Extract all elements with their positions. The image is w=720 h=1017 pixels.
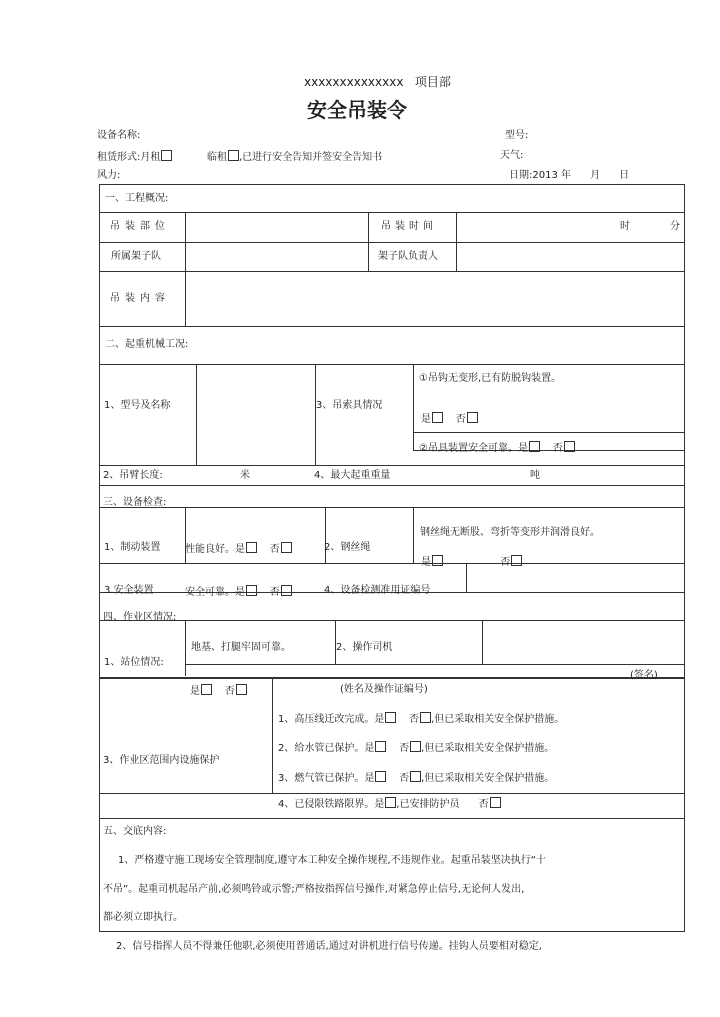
divider [413,364,414,450]
weather-label: 天气: [500,150,524,161]
divider [325,507,326,563]
brake-yes-checkbox[interactable] [246,542,257,553]
section3-title: 三、设备检查: [103,497,167,508]
no-label: 否 [269,544,280,555]
railway-label: 4、已侵限铁路限界。是 [278,799,385,810]
gas-no-checkbox[interactable] [410,771,421,782]
team-leader-label: 架子队负责人 [378,251,438,262]
day-unit: 日 [619,170,630,181]
measures-label: ,但已采取相关安全保护措施。 [421,743,555,754]
safety-device-label: 3.安全装置 [104,585,154,596]
rigging-yes-checkbox[interactable] [529,441,540,452]
railway-no-checkbox[interactable] [490,797,501,808]
para1-line3: 都必须立即执行。 [103,912,183,923]
water-pipe-row [278,741,554,755]
name-cert-label: (姓名及操作证编号) [340,684,428,695]
temp-lease-checkbox[interactable] [228,150,239,161]
no-label: 否 [478,799,489,810]
project-name [304,75,451,89]
yes-label: 是 [190,686,200,697]
section2-title: 二、起重机械工况: [105,339,189,350]
minute-unit: 分 [670,221,680,232]
date-label: 日期: [509,170,533,181]
divider [99,620,685,621]
operator-label: 2、操作司机 [336,642,393,653]
meter-unit: 米 [240,470,250,481]
stand-no-checkbox[interactable] [236,684,247,695]
no-label: 否 [455,414,466,425]
rigging-check1: ①吊钩无变形,已有防脱钩装置。 [419,373,562,384]
gas-yes-checkbox[interactable] [375,771,386,782]
rigging-check1-options [421,412,478,426]
safety-yes-checkbox[interactable] [246,585,257,596]
hook-yes-checkbox[interactable] [432,412,443,423]
lift-content-label: 吊装内容 [110,293,170,304]
lift-time-label: 吊装时间 [381,221,437,232]
water-yes-checkbox[interactable] [375,741,386,752]
yes-label: 是 [421,557,431,568]
no-label: 否 [500,557,511,568]
year-unit: 年 [561,170,572,181]
gas-pipe-label: 3、燃气管已保护。是 [278,773,375,784]
foundation-check: 地基、打腿牢固可靠。 [191,642,291,653]
wire-rope-check: 钢丝绳无断股、弯折等变形并润滑良好。 [420,527,600,538]
divider [368,212,369,271]
hv-yes-checkbox[interactable] [385,712,396,723]
max-load-label: 4、最大起重重量 [314,470,391,481]
yes-label: 是 [421,414,431,425]
notice-label: ,已进行安全告知并签安全告知书 [239,152,383,163]
divider [99,326,685,327]
hv-no-checkbox[interactable] [420,712,431,723]
divider [99,242,685,243]
boom-length-label: 2、吊臂长度: [103,470,163,481]
temp-lease-label: 临租 [207,152,227,163]
divider [99,465,685,466]
wire-yes-checkbox[interactable] [432,555,443,566]
divider [99,793,685,794]
ton-unit: 吨 [530,470,540,481]
wire-rope-label: 2、钢丝绳 [324,542,371,553]
brake-check-label: 性能良好。是 [185,544,245,555]
brake-check [185,542,292,556]
rigging-check2-label: ②吊具装置安全可靠。是 [419,443,528,454]
hv-line-row [278,712,564,726]
divider [99,212,685,213]
no-label: 否 [552,443,563,454]
divider [456,212,457,271]
area-label: 3、作业区范围内设施保护 [103,755,220,766]
para1-line1: 1、严格遵守施工现场安全管理制度,遵守本工种安全操作规程,不违规作业。起重吊装坚决执行“十 [118,855,546,866]
cert-label: 4、设备检测准用证编号 [324,585,431,596]
no-label: 否 [399,743,410,754]
measures-label: ,但已采取相关安全保护措施。 [421,773,555,784]
section1-title: 一、工程概况: [105,193,169,204]
stand-label: 1、站位情况: [104,657,164,668]
divider [185,620,186,676]
divider [99,271,685,272]
project-name-text: xxxxxxxxxxxxxx [304,75,404,89]
brake-no-checkbox[interactable] [281,542,292,553]
hour-unit: 时 [620,221,630,232]
divider [413,432,685,433]
monthly-lease-checkbox[interactable] [161,150,172,161]
divider [482,620,483,664]
divider [315,364,316,465]
divider [196,364,197,465]
railway-yes-checkbox[interactable] [385,797,396,808]
divider [99,364,685,365]
wire-no-checkbox[interactable] [511,555,522,566]
para1-line2: 不吊”。起重司机起吊产前,必须鸣铃或示警;严格按指挥信号操作,对紧急停止信号,无论何人发出, [103,884,525,895]
divider [99,507,685,508]
safety-no-checkbox[interactable] [281,585,292,596]
month-unit: 月 [590,170,601,181]
divider [99,485,685,486]
stand-options [190,684,247,698]
lease-type-label: 租赁形式:月租 [97,152,161,163]
divider [466,563,467,592]
rigging-label: 3、吊索具情况 [316,400,383,411]
railway-row [278,797,501,811]
divider [99,818,685,819]
safety-check-label: 安全可靠。是 [185,587,245,598]
rigging-no-checkbox[interactable] [564,441,575,452]
page-title: 安全吊装令 [307,98,407,122]
team-label: 所属架子队 [111,251,161,262]
divider [272,678,273,793]
no-label: 否 [409,714,420,725]
water-no-checkbox[interactable] [410,741,421,752]
date-year: 2013 [532,170,558,181]
wire-rope-options [421,555,522,569]
model-label: 型号: [505,130,529,141]
divider [413,507,414,563]
brake-label: 1、制动装置 [104,542,161,553]
water-pipe-label: 2、给水管已保护。是 [278,743,375,754]
divider [185,664,685,665]
hook-no-checkbox[interactable] [467,412,478,423]
measures-label: ,但已采取相关安全保护措施。 [431,714,565,725]
no-label: 否 [224,686,235,697]
lease-type [97,150,172,164]
date-field [509,170,629,182]
no-label: 否 [399,773,410,784]
equipment-name-label: 设备名称: [97,130,141,141]
section4-title: 四、作业区情况: [103,612,177,623]
wind-label: 风力: [97,170,121,181]
stand-yes-checkbox[interactable] [201,684,212,695]
safety-check [185,585,292,599]
section5-title: 五、交底内容: [103,826,167,837]
lift-location-label: 吊装部位 [110,221,170,232]
model-name-label: 1、型号及名称 [104,400,171,411]
divider [185,212,186,326]
sign-label: (签名) [630,670,658,681]
no-label: 否 [269,587,280,598]
railway-guard-label: ,已安排防护员 [396,799,460,810]
gas-pipe-row [278,771,554,785]
divider [99,563,685,564]
rigging-check2 [419,441,575,455]
hv-line-label: 1、高压线迁改完成。是 [278,714,385,725]
project-suffix: 项目部 [414,75,451,89]
para2-line1: 2、信号指挥人员不得兼任他职,必须使用普通话,通过对讲机进行信号传递。挂钩人员要相对稳定, [116,941,542,952]
temp-lease [207,150,382,164]
